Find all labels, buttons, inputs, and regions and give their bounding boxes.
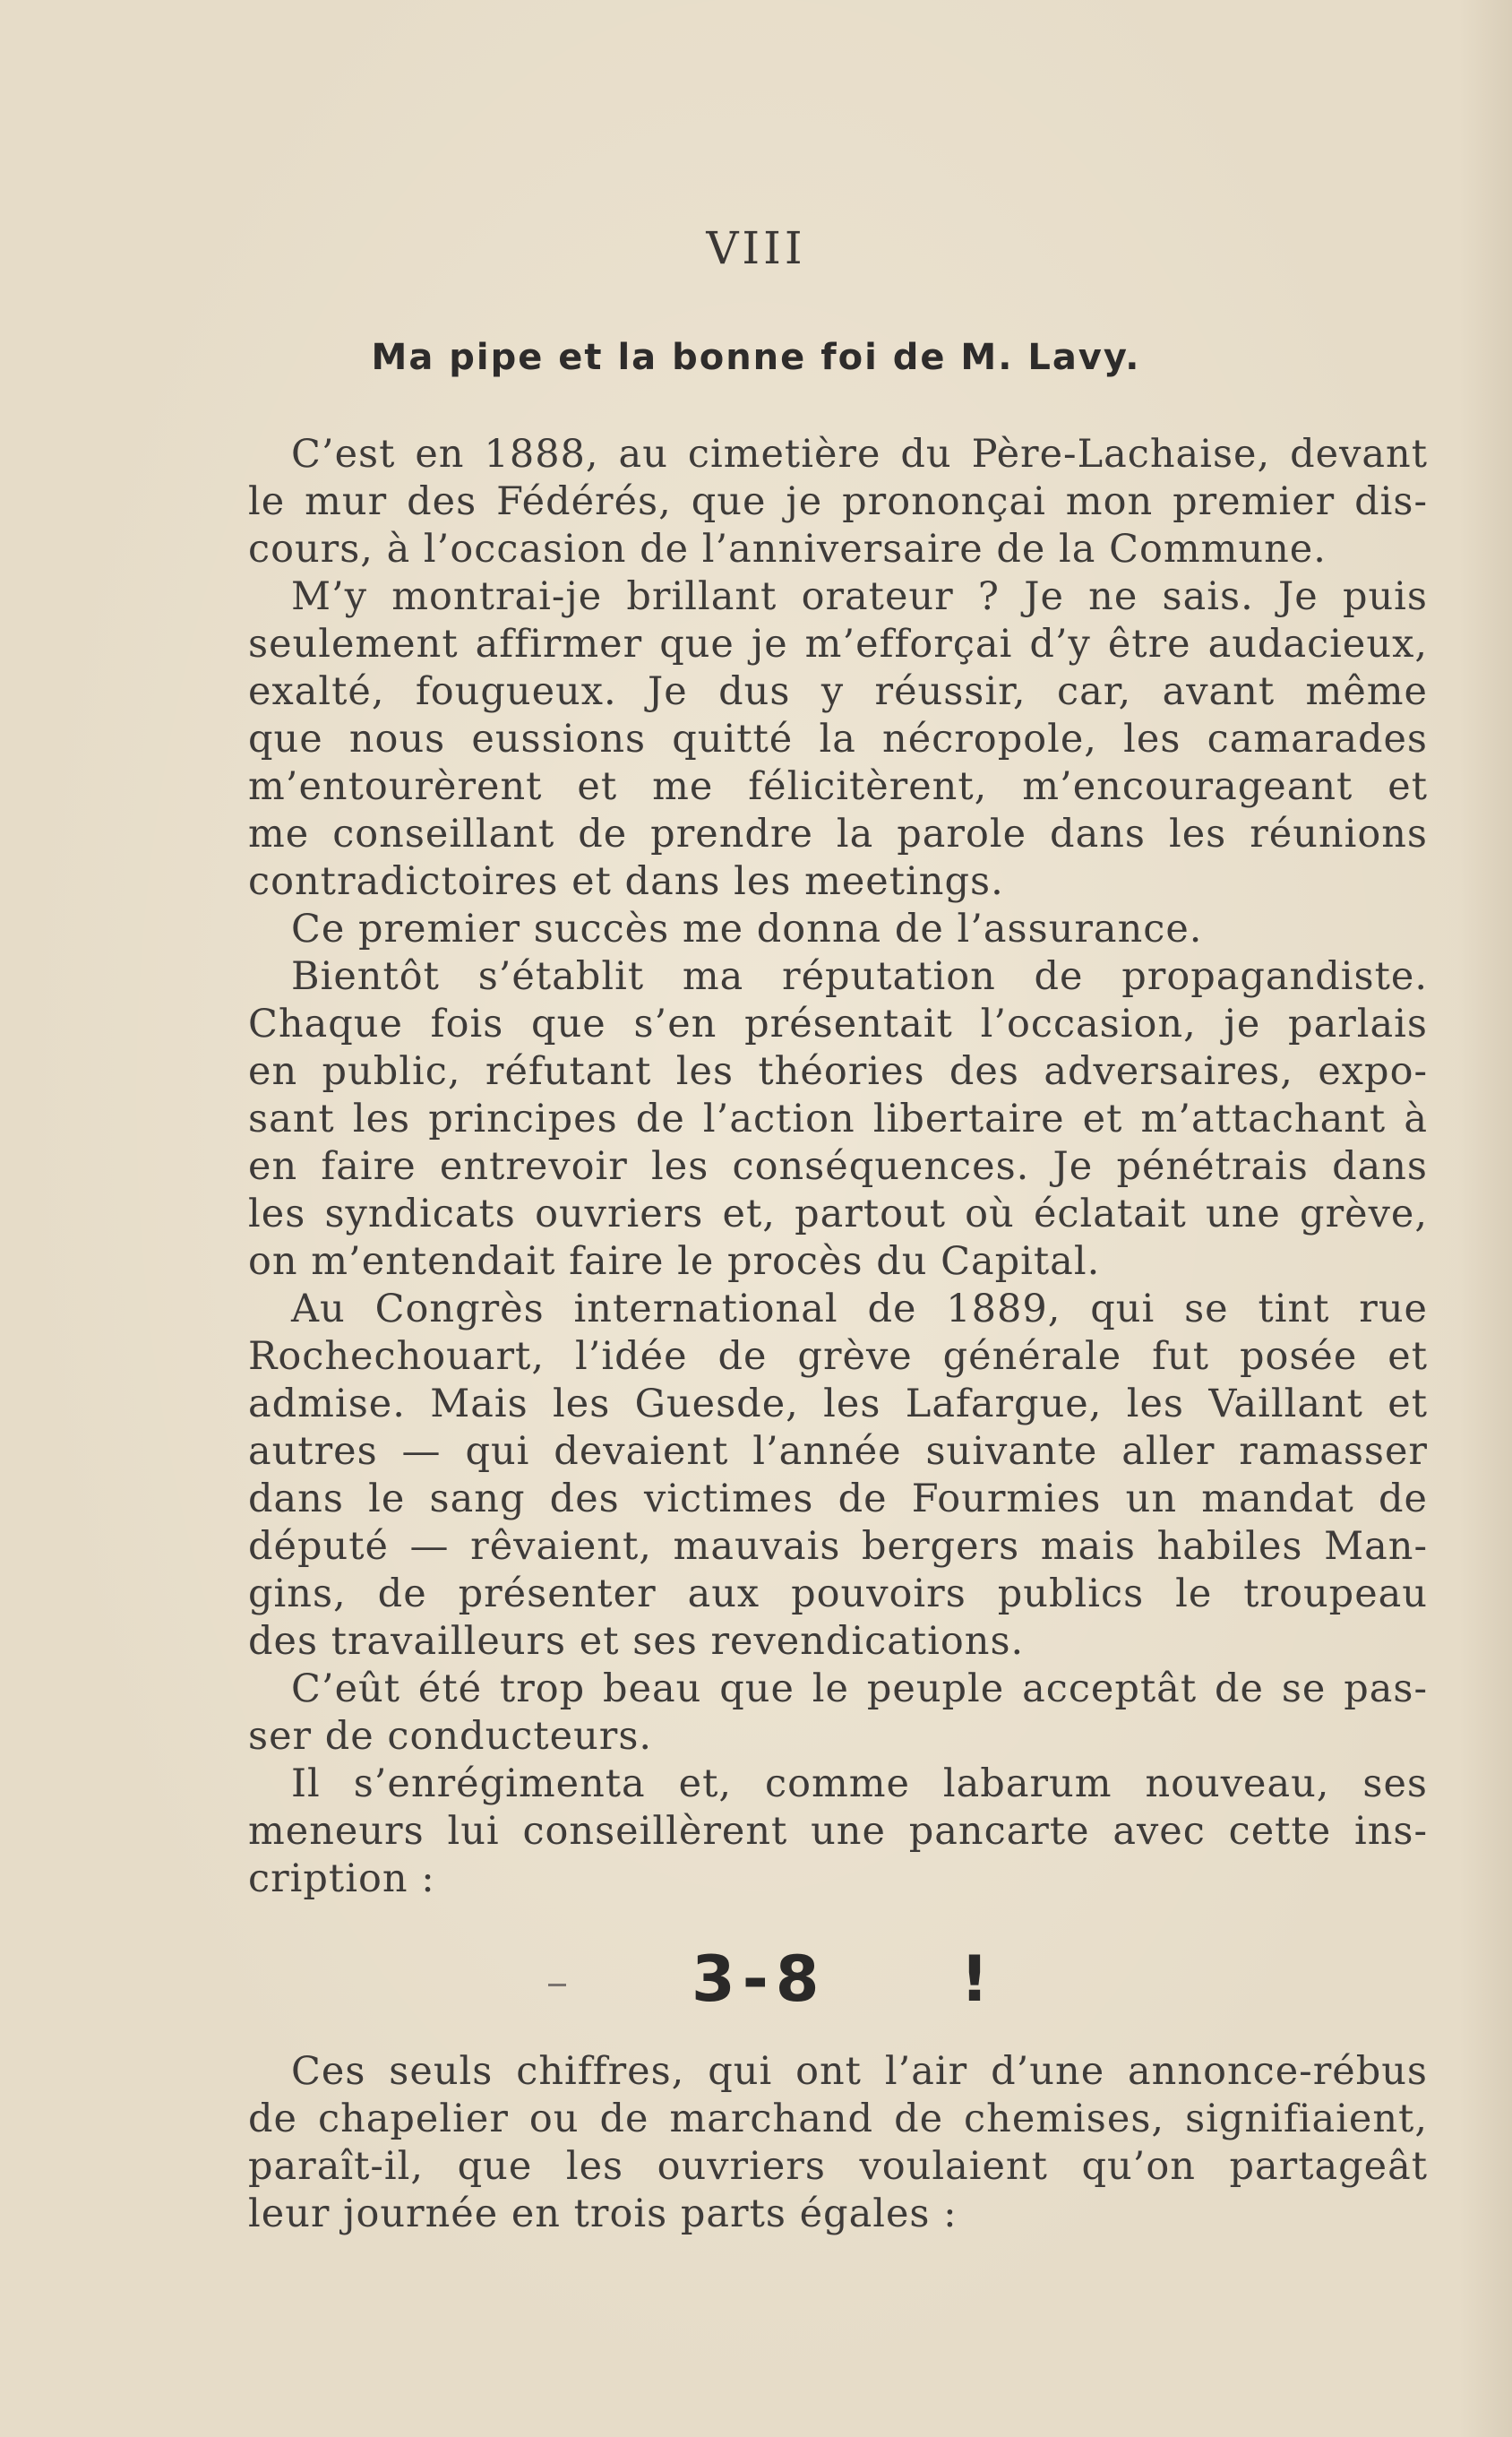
text-line: Ce premier succès me donna de l’assurance. — [291, 907, 1203, 952]
text-line: autres — qui devaient l’année suivante aller ramasser — [248, 1429, 1428, 1474]
text-line: cours, à l’occasion de l’anniversaire de la Commune. — [248, 527, 1327, 572]
chapter-number: VIII — [706, 222, 806, 274]
text-line: Bientôt s’établit ma réputation de propagandiste. — [291, 954, 1428, 999]
text-line: en faire entrevoir les conséquences. Je pénétrais dans — [248, 1144, 1428, 1189]
text-line: M’y montrai-je brillant orateur ? Je ne sais. Je puis — [291, 574, 1428, 619]
text-line: admise. Mais les Guesde, les Lafargue, les Vaillant et — [248, 1382, 1428, 1426]
text-line: en public, réfutant les théories des adversaires, expo- — [248, 1049, 1428, 1094]
text-line: leur journée en trois parts égales : — [248, 2192, 958, 2236]
formula-dash — [548, 1984, 566, 1986]
text-line: Ces seuls chiffres, qui ont l’air d’une annonce-rébus — [291, 2049, 1428, 2094]
text-line: les syndicats ouvriers et, partout où éclatait une grève, — [248, 1192, 1428, 1236]
text-line: me conseillant de prendre la parole dans les réunions — [248, 812, 1428, 857]
text-line: que nous eussions quitté la nécropole, les camarades — [248, 717, 1428, 762]
body-text-block-1 — [248, 431, 1428, 1903]
text-line: gins, de présenter aux pouvoirs publics le troupeau — [248, 1572, 1428, 1616]
text-line: C’est en 1888, au cimetière du Père-Lachaise, devant — [291, 432, 1428, 477]
text-line: des travailleurs et ses revendications. — [248, 1619, 1025, 1664]
text-line: dans le sang des victimes de Fourmies un mandat de — [248, 1477, 1428, 1521]
text-line: seulement affirmer que je m’efforçai d’y être audacieux, — [248, 622, 1428, 667]
text-line: on m’entendait faire le procès du Capital. — [248, 1239, 1101, 1284]
text-line: Il s’enrégimenta et, comme labarum nouveau, ses — [291, 1761, 1428, 1806]
text-line: le mur des Fédérés, que je prononçai mon premier dis- — [248, 479, 1428, 524]
text-line: ser de conducteurs. — [248, 1714, 653, 1759]
formula-numbers: 3-8 — [692, 1942, 827, 2016]
text-line: exalté, fougueux. Je dus y réussir, car, avant même — [248, 669, 1428, 714]
formula-exclamation: ! — [960, 1942, 989, 2016]
chapter-title: Ma pipe et la bonne foi de M. Lavy. — [371, 337, 1141, 378]
text-line: cription : — [248, 1856, 435, 1901]
text-line: m’entourèrent et me félicitèrent, m’encourageant et — [248, 764, 1428, 809]
text-line: meneurs lui conseillèrent une pancarte avec cette ins- — [248, 1809, 1428, 1854]
text-line: C’eût été trop beau que le peuple acceptât de se pas- — [291, 1666, 1428, 1711]
text-line: Au Congrès international de 1889, qui se tint rue — [291, 1287, 1428, 1331]
text-line: contradictoires et dans les meetings. — [248, 859, 1004, 904]
text-line: député — rêvaient, mauvais bergers mais habiles Man- — [248, 1524, 1428, 1569]
formula-3-8 — [0, 1942, 1512, 2014]
text-line: de chapelier ou de marchand de chemises, signifiaient, — [248, 2097, 1428, 2141]
page-edge-shadow — [1458, 0, 1512, 2437]
text-line: Rochechouart, l’idée de grève générale fut posée et — [248, 1334, 1428, 1379]
text-line: Chaque fois que s’en présentait l’occasion, je parlais — [248, 1002, 1428, 1046]
text-line: paraît-il, que les ouvriers voulaient qu’on partageât — [248, 2144, 1428, 2189]
body-text-block-2 — [248, 2048, 1428, 2238]
text-line: sant les principes de l’action libertaire et m’attachant à — [248, 1097, 1428, 1141]
